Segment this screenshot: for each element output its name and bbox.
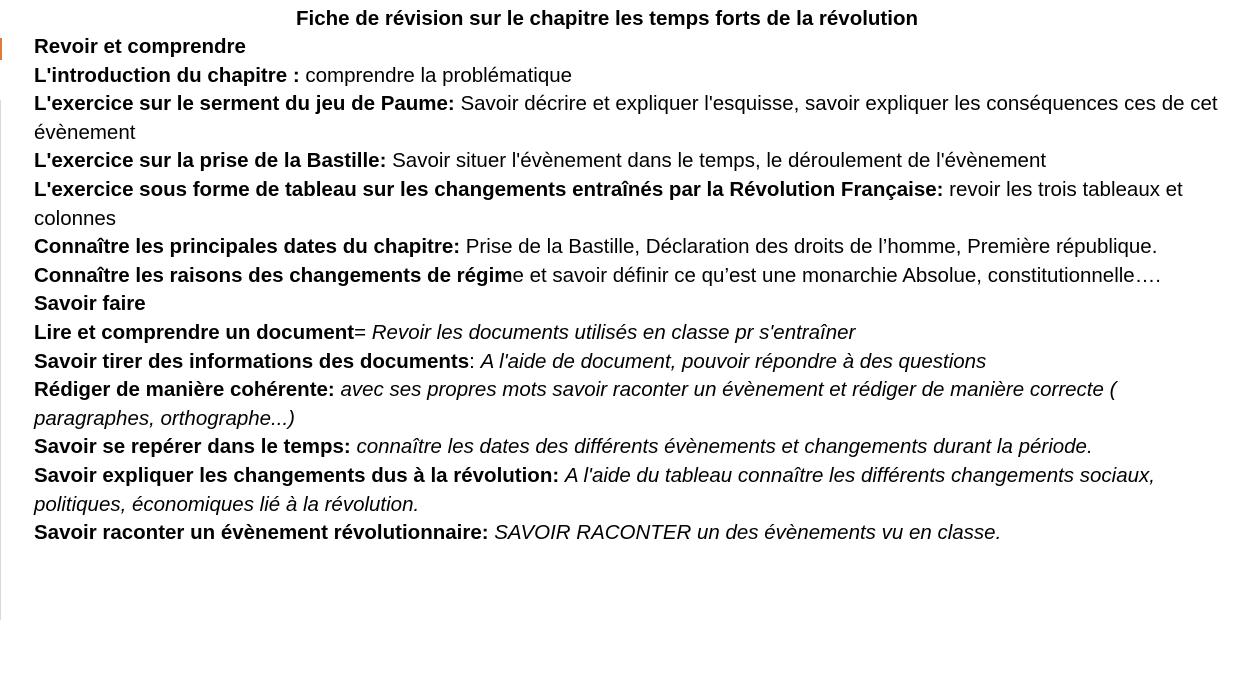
item-label: Rédiger de manière cohérente: [34, 378, 335, 402]
item-text: A l'aide de document, pouvoir répondre à des questions [480, 349, 987, 373]
item-text: comprendre la problématique [299, 63, 573, 87]
item-text: Revoir les documents utilisés en classe pr s'entraîner [371, 320, 856, 344]
item-label: Savoir expliquer les changements dus à la révolution: [34, 463, 560, 487]
item-label: Savoir tirer des informations des documents [34, 349, 470, 373]
item-label: Connaître les principales dates du chapitre: [34, 235, 461, 259]
savoir-faire-item-temps [34, 433, 1224, 462]
revoir-item-serment [34, 90, 1224, 147]
item-label: Savoir se repérer dans le temps: [34, 435, 351, 459]
item-separator: = [354, 320, 372, 344]
page-edge-line [0, 100, 1, 620]
savoir-faire-item-raconter [34, 519, 1224, 548]
item-label: L'exercice sous forme de tableau sur les changements entraînés par la Révolution Française: [34, 177, 944, 201]
revision-sheet [34, 4, 1224, 548]
revoir-item-bastille [34, 147, 1224, 176]
revoir-item-tableau [34, 176, 1224, 233]
item-text: avec ses propres mots savoir raconter un évènement et rédiger de manière correcte ( paragraphes, orthographe...) [34, 378, 1117, 430]
item-label: Connaître les raisons des changements de régim [34, 263, 513, 287]
item-text: Savoir décrire et expliquer l'esquisse, savoir expliquer les conséquences ces de cet évènement [34, 92, 1218, 144]
savoir-faire-item-lire [34, 319, 1224, 348]
item-text: revoir les trois tableaux et colonnes [34, 177, 1183, 230]
item-text: A l'aide du tableau connaître les différents changements sociaux, politiques, économiques lié à la révolution. [34, 463, 1155, 516]
revoir-item-introduction [34, 62, 1224, 91]
revoir-item-dates [34, 233, 1224, 262]
savoir-faire-item-changements [34, 462, 1224, 519]
item-separator: : [469, 349, 481, 373]
item-label: L'introduction du chapitre : [34, 63, 300, 87]
section-heading-revoir: Revoir et comprendre [34, 35, 246, 58]
savoir-faire-item-informations [34, 348, 1224, 377]
item-label: Savoir raconter un évènement révolutionnaire: [34, 521, 489, 545]
item-label: L'exercice sur la prise de la Bastille: [34, 149, 387, 173]
item-text: SAVOIR RACONTER un des évènements vu en classe. [494, 521, 1002, 545]
section-heading-savoir-faire: Savoir faire [34, 292, 146, 316]
item-text: connaître les dates des différents évènements et changements durant la période. [356, 435, 1093, 459]
item-label: L'exercice sur le serment du jeu de Paume: [34, 92, 455, 116]
item-text: e et savoir définir ce qu’est une monarchie Absolue, constitutionnelle…. [512, 263, 1161, 287]
page-edge-marker [0, 38, 2, 60]
savoir-faire-item-rediger [34, 376, 1224, 433]
revoir-item-regimes [34, 262, 1224, 291]
item-text: Prise de la Bastille, Déclaration des droits de l’homme, Première république. [460, 235, 1158, 259]
item-text: Savoir situer l'évènement dans le temps, le déroulement de l'évènement [386, 149, 1047, 173]
document-title: Fiche de révision sur le chapitre les temps forts de la révolution [295, 7, 919, 30]
item-label: Lire et comprendre un document [34, 320, 355, 344]
